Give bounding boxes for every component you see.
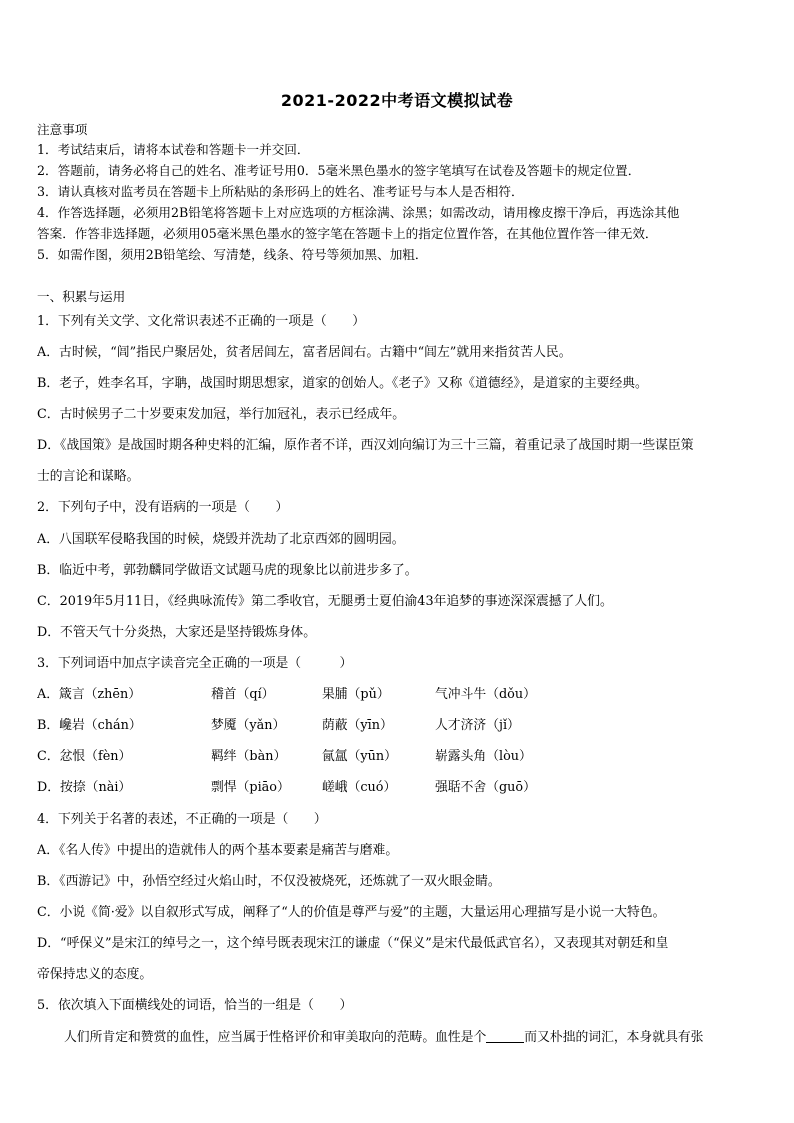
q2-option-c: C．2019年5月11日，《经典咏流传》第二季收官，无腿勇士夏伯渝43年追梦的事迹深深震撼了人们。	[37, 594, 613, 609]
q3-a-word-1: A．箴言（zhēn）	[37, 687, 142, 702]
q4-option-a: A．《名人传》中提出的造就伟人的两个基本要素是痛苦与磨难。	[37, 843, 399, 858]
q3-b-word-1: B．巉岩（chán）	[37, 718, 142, 733]
section-heading: 一、积累与运用	[37, 289, 126, 304]
q1-option-d-cont: 士的言论和谋略。	[37, 469, 140, 484]
q3-c-word-1: C．忿恨（fèn）	[37, 749, 132, 764]
notice-1: 1．考试结束后，请将本试卷和答题卡一并交回．	[37, 142, 310, 157]
q4-option-d: D．“呼保义”是宋江的绰号之一，这个绰号既表现宋江的谦虚（“保义”是宋代最低武官名），又表现其对朝廷和皇	[37, 936, 669, 951]
q1-option-a: A．古时候，“闾”指民户聚居处，贫者居闾左，富者居闾右。古籍中“闾左”就用来指贫苦人民。	[37, 345, 572, 360]
q2-option-a: A．八国联军侵略我国的时候，烧毁并洗劫了北京西郊的圆明园。	[37, 532, 405, 547]
q3-b-word-3: 荫蔽（yīn）	[322, 718, 393, 733]
q3-option-b	[37, 718, 761, 734]
q3-d-word-2: 剽悍（piāo）	[211, 780, 290, 795]
q5-passage	[64, 1030, 761, 1046]
q5-stem: 5．依次填入下面横线处的词语，恰当的一组是（ ）	[37, 998, 353, 1013]
q3-c-word-2: 羁绊（bàn）	[211, 749, 287, 764]
q3-a-word-3: 果脯（pǔ）	[322, 687, 390, 702]
q3-b-word-2: 梦魇（yǎn）	[211, 718, 286, 733]
page-title: 2021-2022中考语文模拟试卷	[280, 91, 514, 110]
q4-option-c: C．小说《简·爱》以自叙形式写成，阐释了“人的价值是尊严与爱”的主题，大量运用心理描写是小说一大特色。	[37, 905, 666, 920]
q1-option-d: D．《战国策》是战国时期各种史料的汇编，原作者不详，西汉刘向编订为三十三篇，着重记录了战国时期一些谋臣策	[37, 438, 694, 453]
q2-option-d: D．不管天气十分炎热，大家还是坚持锻炼身体。	[37, 625, 316, 640]
q5-passage-after: 而又朴拙的词汇，本身就具有张	[524, 1030, 704, 1045]
q3-d-word-1: D．按捺（nài）	[37, 780, 132, 795]
q3-option-a	[37, 687, 761, 703]
q4-option-d-cont: 帝保持忠义的态度。	[37, 967, 153, 982]
q2-option-b: B．临近中考，郭勃麟同学做语文试题马虎的现象比以前进步多了。	[37, 563, 418, 578]
q3-a-word-4: 气冲斗牛（dǒu）	[435, 687, 536, 702]
q3-a-word-2: 稽首（qí）	[211, 687, 275, 702]
q4-stem: 4．下列关于名著的表述，不正确的一项是（ ）	[37, 812, 327, 827]
q1-option-c: C．古时候男子二十岁要束发加冠，举行加冠礼，表示已经成年。	[37, 407, 406, 422]
q3-option-c	[37, 749, 761, 765]
notice-3: 3．请认真核对监考员在答题卡上所粘贴的条形码上的姓名、准考证号与本人是否相符．	[37, 184, 524, 199]
q3-d-word-3: 嵯峨（cuó）	[322, 780, 397, 795]
q5-passage-before: 人们所肯定和赞赏的血性，应当属于性格评价和审美取向的范畴。血性是个	[64, 1030, 487, 1045]
q3-b-word-4: 人才济济（jǐ）	[435, 718, 520, 733]
notice-heading: 注意事项	[37, 122, 88, 137]
notice-4: 4．作答选择题，必须用2B铅笔将答题卡上对应选项的方框涂满、涂黑；如需改动，请用橡皮擦干净后，再选涂其他	[37, 205, 680, 220]
notice-4-cont: 答案．作答非选择题，必须用05毫米黑色墨水的签字笔在答题卡上的指定位置作答，在其他位置作答一律无效．	[37, 226, 658, 241]
q1-option-b: B．老子，姓李名耳，字聃，战国时期思想家，道家的创始人。《老子》又称《道德经》，是道家的主要经典。	[37, 376, 648, 391]
q3-d-word-4: 强聒不舍（guō）	[435, 780, 536, 795]
q1-stem: 1．下列有关文学、文化常识表述不正确的一项是（ ）	[37, 314, 366, 329]
q3-option-d	[37, 780, 761, 796]
q2-stem: 2．下列句子中，没有语病的一项是（ ）	[37, 500, 289, 515]
q3-c-word-3: 氤氲（yūn）	[322, 749, 397, 764]
fill-blank[interactable]	[486, 1030, 524, 1043]
notice-2: 2．答题前，请务必将自己的姓名、准考证号用0．5毫米黑色墨水的签字笔填写在试卷及答题卡的规定位置．	[37, 163, 641, 178]
notice-5: 5．如需作图，须用2B铅笔绘、写清楚，线条、符号等须加黑、加粗．	[37, 247, 428, 262]
q3-c-word-4: 崭露头角（lòu）	[435, 749, 532, 764]
q4-option-b: B．《西游记》中，孙悟空经过火焰山时，不仅没被烧死，还炼就了一双火眼金睛。	[37, 874, 501, 889]
q3-stem: 3．下列词语中加点字读音完全正确的一项是（ ）	[37, 656, 353, 671]
